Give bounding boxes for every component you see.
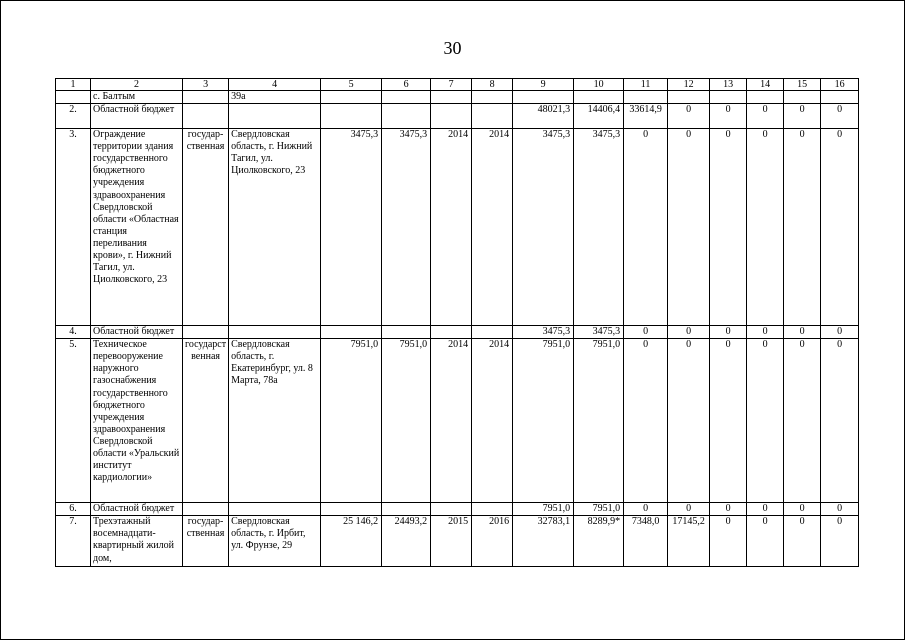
table-cell: Областной бюджет: [91, 104, 183, 129]
column-header: 15: [784, 79, 821, 91]
table-cell: 0: [668, 129, 710, 326]
table-row: [56, 503, 859, 516]
table-cell: [382, 503, 431, 516]
table-cell: 6.: [56, 503, 91, 516]
table-cell: Техническое перевооружение наружного газоснабжения государственного бюджетного учреждения здравоохранения Свердловской области «Уральский институт кардиологии»: [91, 339, 183, 503]
table-cell: 7951,0: [574, 339, 624, 503]
column-header: 9: [513, 79, 574, 91]
table-cell: 0: [710, 339, 747, 503]
table-cell: 3475,3: [382, 129, 431, 326]
table-cell: 0: [747, 129, 784, 326]
table-cell: 14406,4: [574, 104, 624, 129]
table-cell: 0: [747, 326, 784, 339]
header-row: [56, 79, 859, 91]
table-cell: [321, 91, 382, 104]
table-cell: 0: [710, 503, 747, 516]
table-cell: 2014: [472, 129, 513, 326]
table-cell: 7951,0: [574, 503, 624, 516]
table-cell: [321, 503, 382, 516]
table-cell: 39а: [229, 91, 321, 104]
table-cell: 3475,3: [574, 129, 624, 326]
table-cell: [382, 91, 431, 104]
table-cell: 7951,0: [321, 339, 382, 503]
table-cell: 33614,9: [624, 104, 668, 129]
table-cell: 0: [710, 516, 747, 567]
table-cell: [183, 104, 229, 129]
column-header: 8: [472, 79, 513, 91]
table-cell: 7951,0: [513, 339, 574, 503]
table-cell: [382, 104, 431, 129]
data-table: [55, 78, 859, 567]
table-cell: 2014: [472, 339, 513, 503]
table-cell: 0: [784, 326, 821, 339]
table-cell: 0: [747, 503, 784, 516]
table-row: [56, 104, 859, 129]
table-cell: 3475,3: [513, 326, 574, 339]
table-cell: 0: [747, 104, 784, 129]
column-header: 13: [710, 79, 747, 91]
table-cell: Трехэтажный восемнадцати-квартирный жилой дом,: [91, 516, 183, 567]
table-cell: [183, 326, 229, 339]
table-cell: Свердловская область, г. Нижний Тагил, ул. Циолковского, 23: [229, 129, 321, 326]
table-cell: 0: [784, 339, 821, 503]
table-cell: 0: [821, 104, 859, 129]
table-cell: 2014: [431, 129, 472, 326]
table-cell: Свердловская область, г. Ирбит, ул. Фрунзе, 29: [229, 516, 321, 567]
table-row: [56, 516, 859, 567]
table-cell: [431, 326, 472, 339]
table-cell: 0: [784, 503, 821, 516]
column-header: 7: [431, 79, 472, 91]
column-header: 1: [56, 79, 91, 91]
table-cell: 8289,9*: [574, 516, 624, 567]
table-cell: 4.: [56, 326, 91, 339]
table-cell: 0: [624, 326, 668, 339]
table-cell: 7.: [56, 516, 91, 567]
column-header: 4: [229, 79, 321, 91]
table-cell: 3.: [56, 129, 91, 326]
column-header: 3: [183, 79, 229, 91]
table-cell: [574, 91, 624, 104]
table-row: [56, 91, 859, 104]
table-cell: 0: [668, 339, 710, 503]
table-cell: 0: [747, 339, 784, 503]
table-cell: с. Балтым: [91, 91, 183, 104]
table-cell: 7951,0: [513, 503, 574, 516]
table-cell: Областной бюджет: [91, 326, 183, 339]
column-header: 11: [624, 79, 668, 91]
column-header: 14: [747, 79, 784, 91]
table-cell: [183, 503, 229, 516]
table-cell: 0: [747, 516, 784, 567]
table-cell: 5.: [56, 339, 91, 503]
page-number: 30: [443, 38, 462, 58]
table-cell: [821, 91, 859, 104]
table-cell: 0: [821, 129, 859, 326]
table-cell: 2.: [56, 104, 91, 129]
table-cell: 0: [821, 503, 859, 516]
column-header: 10: [574, 79, 624, 91]
table-cell: [56, 91, 91, 104]
table-cell: Ограждение территории здания государственного бюджетного учреждения здравоохранения Свердловской области «Областная станция переливания крови», г. Нижний Тагил, ул. Циолковского, 23: [91, 129, 183, 326]
table-cell: 3475,3: [513, 129, 574, 326]
table-cell: Свердловская область, г. Екатеринбург, ул. 8 Марта, 78а: [229, 339, 321, 503]
table-cell: 3475,3: [574, 326, 624, 339]
table-cell: [431, 503, 472, 516]
table-cell: 0: [821, 339, 859, 503]
table-cell: [747, 91, 784, 104]
column-header: 2: [91, 79, 183, 91]
table-cell: [472, 91, 513, 104]
table-cell: [668, 91, 710, 104]
table-cell: [321, 326, 382, 339]
table-cell: [431, 104, 472, 129]
table-cell: [229, 503, 321, 516]
column-header: 5: [321, 79, 382, 91]
table-cell: [472, 503, 513, 516]
table-cell: 3475,3: [321, 129, 382, 326]
table-cell: 7348,0: [624, 516, 668, 567]
table-cell: 25 146,2: [321, 516, 382, 567]
table-cell: [229, 104, 321, 129]
table-cell: 0: [668, 104, 710, 129]
table-cell: [513, 91, 574, 104]
table-cell: 32783,1: [513, 516, 574, 567]
table-cell: государ-ственная: [183, 516, 229, 567]
table-cell: 24493,2: [382, 516, 431, 567]
table-cell: 0: [668, 326, 710, 339]
table-cell: 2014: [431, 339, 472, 503]
table-cell: 0: [821, 326, 859, 339]
table-row: [56, 339, 859, 503]
table-cell: [784, 91, 821, 104]
table-cell: [472, 104, 513, 129]
table-cell: 0: [784, 516, 821, 567]
table-cell: 0: [710, 129, 747, 326]
table-cell: государ-ственная: [183, 129, 229, 326]
table-cell: 17145,2: [668, 516, 710, 567]
table-cell: 2015: [431, 516, 472, 567]
table-row: [56, 326, 859, 339]
table-cell: [183, 91, 229, 104]
table-cell: 7951,0: [382, 339, 431, 503]
table-cell: 0: [710, 326, 747, 339]
table-cell: 0: [784, 104, 821, 129]
table-cell: 2016: [472, 516, 513, 567]
table-cell: 0: [624, 339, 668, 503]
table-row: [56, 129, 859, 326]
table-cell: 0: [710, 104, 747, 129]
table-cell: государст венная: [183, 339, 229, 503]
table-cell: 0: [624, 129, 668, 326]
table-cell: [382, 326, 431, 339]
table-cell: [431, 91, 472, 104]
table-cell: 48021,3: [513, 104, 574, 129]
table-cell: [472, 326, 513, 339]
column-header: 6: [382, 79, 431, 91]
table-cell: [624, 91, 668, 104]
table-cell: [321, 104, 382, 129]
table-cell: [710, 91, 747, 104]
column-header: 12: [668, 79, 710, 91]
column-header: 16: [821, 79, 859, 91]
table-cell: 0: [624, 503, 668, 516]
table-cell: 0: [668, 503, 710, 516]
table-cell: Областной бюджет: [91, 503, 183, 516]
table-cell: 0: [821, 516, 859, 567]
table-cell: [229, 326, 321, 339]
table-cell: 0: [784, 129, 821, 326]
